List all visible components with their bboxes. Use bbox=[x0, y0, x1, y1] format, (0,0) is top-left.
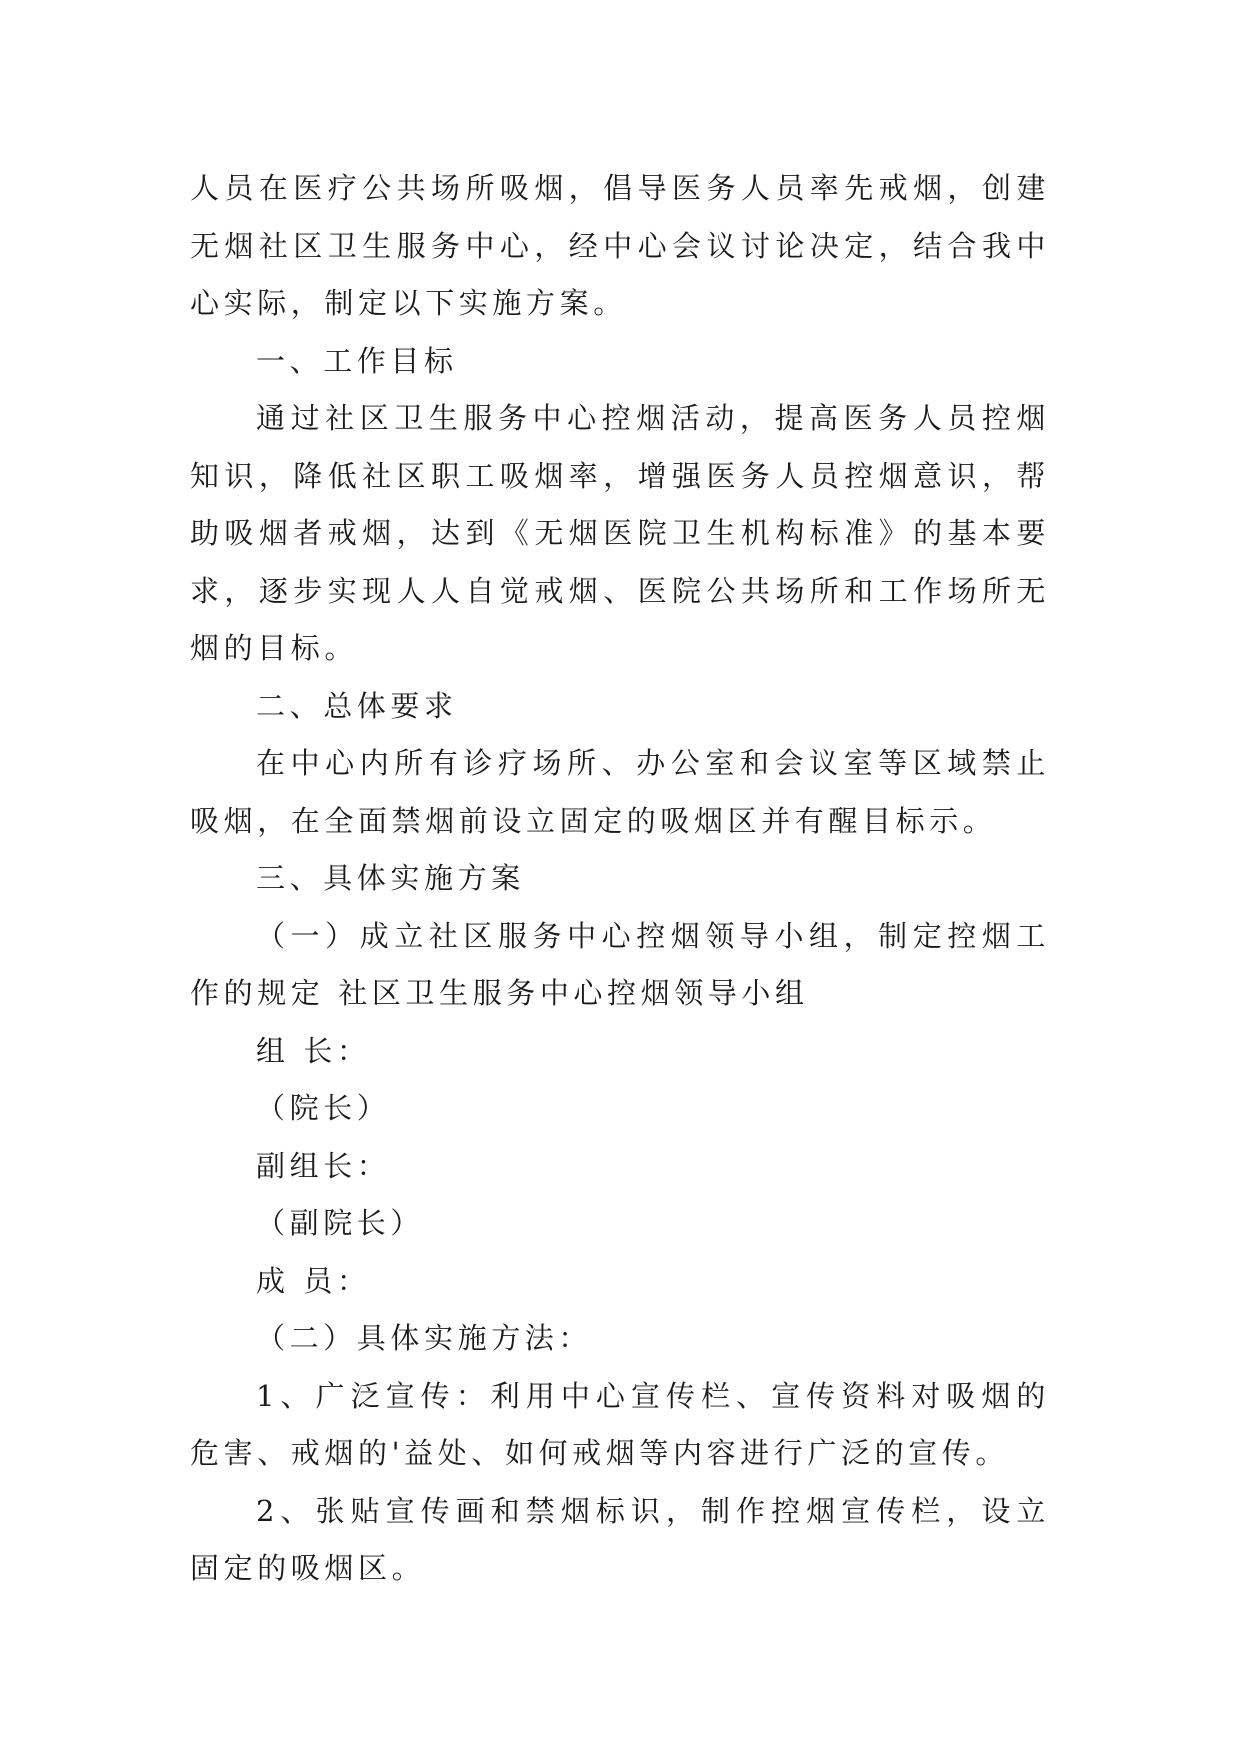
heading-implementation-plan: 三、具体实施方案 bbox=[256, 861, 525, 895]
heading-general-requirements: 二、总体要求 bbox=[256, 688, 458, 723]
paragraph-general-requirements: 在中心内所有诊疗场所、办公室和会议室等区域禁止吸烟，在全面禁烟前设立固定的吸烟区并有醒目标示。 bbox=[190, 746, 1050, 838]
document-body bbox=[190, 160, 1050, 1598]
deputy-leader-label: 副组长： bbox=[256, 1148, 391, 1183]
paragraph-intro-continuation: 人员在医疗公共场所吸烟，倡导医务人员率先戒烟，创建无烟社区卫生服务中心，经中心会议讨论决定，结合我中心实际，制定以下实施方案。 bbox=[190, 171, 1050, 320]
paragraph-work-goals: 通过社区卫生服务中心控烟活动，提高医务人员控烟知识，降低社区职工吸烟率，增强医务人员控烟意识，帮助吸烟者戒烟，达到《无烟医院卫生机构标准》的基本要求，逐步实现人人自觉戒烟、医院公共场所和工作场所无烟的目标。 bbox=[190, 401, 1050, 665]
paragraph-method-2: 2、张贴宣传画和禁烟标识，制作控烟宣传栏，设立固定的吸烟区。 bbox=[190, 1493, 1050, 1585]
group-leader-label: 组 长： bbox=[256, 1033, 371, 1068]
group-leader-title: （院长） bbox=[256, 1091, 391, 1125]
heading-implementation-methods: （二）具体实施方法： bbox=[256, 1321, 593, 1355]
members-label: 成 员： bbox=[256, 1263, 371, 1298]
paragraph-method-1: 1、广泛宣传：利用中心宣传栏、宣传资料对吸烟的危害、戒烟的'益处、如何戒烟等内容进行广泛的宣传。 bbox=[190, 1378, 1050, 1470]
paragraph-leadership-group: （一）成立社区服务中心控烟领导小组，制定控烟工作的规定 社区卫生服务中心控烟领导小组 bbox=[190, 918, 1050, 1010]
heading-work-goals: 一、工作目标 bbox=[256, 343, 458, 378]
deputy-leader-title: （副院长） bbox=[256, 1206, 425, 1240]
